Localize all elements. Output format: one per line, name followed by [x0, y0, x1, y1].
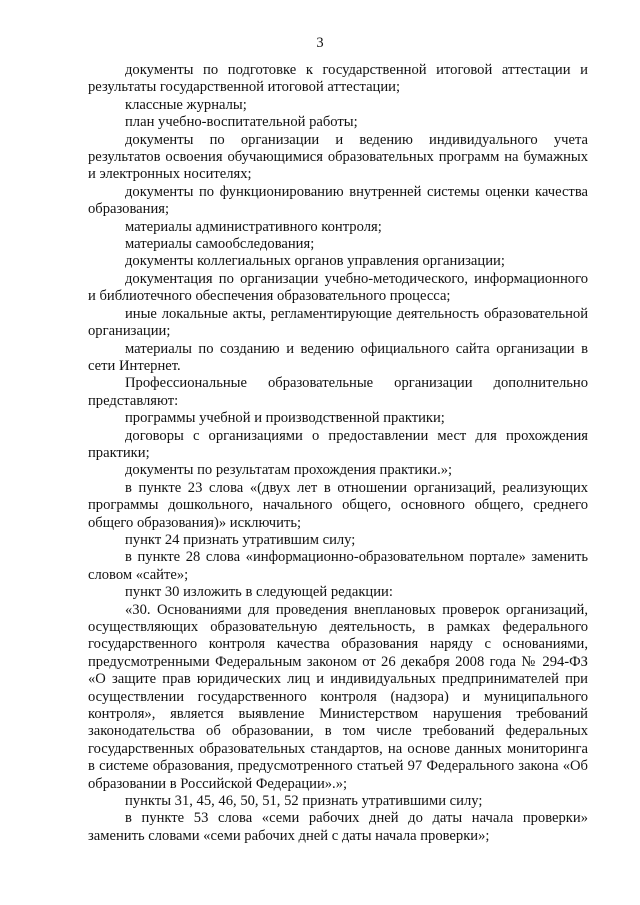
paragraph: документы коллегиальных органов управления организации; — [125, 253, 505, 270]
paragraph: материалы самообследования; — [125, 236, 315, 253]
page-number: 3 — [316, 35, 324, 51]
paragraph: договоры с организациями о предоставлении мест для прохождения практики; — [88, 427, 588, 461]
paragraph: классные журналы; — [125, 96, 247, 113]
paragraph: план учебно-воспитательной работы; — [125, 114, 358, 131]
paragraph: Профессиональные образовательные организации дополнительно представляют: — [88, 375, 588, 409]
paragraph: документы по результатам прохождения практики.»; — [125, 462, 453, 479]
paragraph: документы по подготовке к государственной итоговой аттестации и результаты государственной итоговой аттестации; — [88, 62, 588, 96]
paragraph: материалы по созданию и ведению официального сайта организации в сети Интернет. — [88, 340, 588, 374]
document-body — [88, 62, 588, 845]
paragraph: документация по организации учебно-методического, информационного и библиотечного обеспечения образовательного процесса; — [88, 270, 588, 305]
paragraph: материалы административного контроля; — [125, 218, 382, 235]
paragraph: пункт 30 изложить в следующей редакции: — [125, 584, 393, 601]
paragraph: пункт 24 признать утратившим силу; — [125, 531, 356, 548]
paragraph: пункты 31, 45, 46, 50, 51, 52 признать утратившими силу; — [125, 793, 483, 810]
paragraph: «30. Основаниями для проведения внеплановых проверок организаций, осуществляющих образовательную деятельность, в рамках федерального государственного контроля качества образования наряду с основаниями, предусмотренными Федеральным законом от 26 декабря 2008 года № 294-ФЗ «О защите прав юридических лиц и индивидуальных предпринимателей при осуществлении государственного контроля (надзора) и муниципального контроля», является выявление Министерством нарушения требований законодательства об образовании, в том числе требований федеральных государственных образовательных стандартов, на основе данных мониторинга в системе образования, предусмотренного статьей 97 Федерального закона «Об образовании в Российской Федерации».»; — [88, 601, 588, 792]
paragraph: в пункте 28 слова «информационно-образовательном портале» заменить словом «сайте»; — [88, 549, 588, 583]
paragraph: иные локальные акты, регламентирующие деятельность образовательной организации; — [88, 305, 588, 340]
paragraph: документы по функционированию внутренней системы оценки качества образования; — [88, 183, 588, 218]
paragraph: в пункте 53 слова «семи рабочих дней до даты начала проверки» заменить словами «семи рабочих дней с даты начала проверки»; — [88, 810, 588, 844]
paragraph: в пункте 23 слова «(двух лет в отношении организаций, реализующих программы дошкольного, начального общего, основного общего, среднего общего образования)» исключить; — [88, 479, 588, 531]
paragraph: документы по организации и ведению индивидуального учета результатов освоения обучающимися образовательных программ на бумажных и электронных носителях; — [88, 131, 588, 183]
paragraph: программы учебной и производственной практики; — [125, 410, 445, 427]
